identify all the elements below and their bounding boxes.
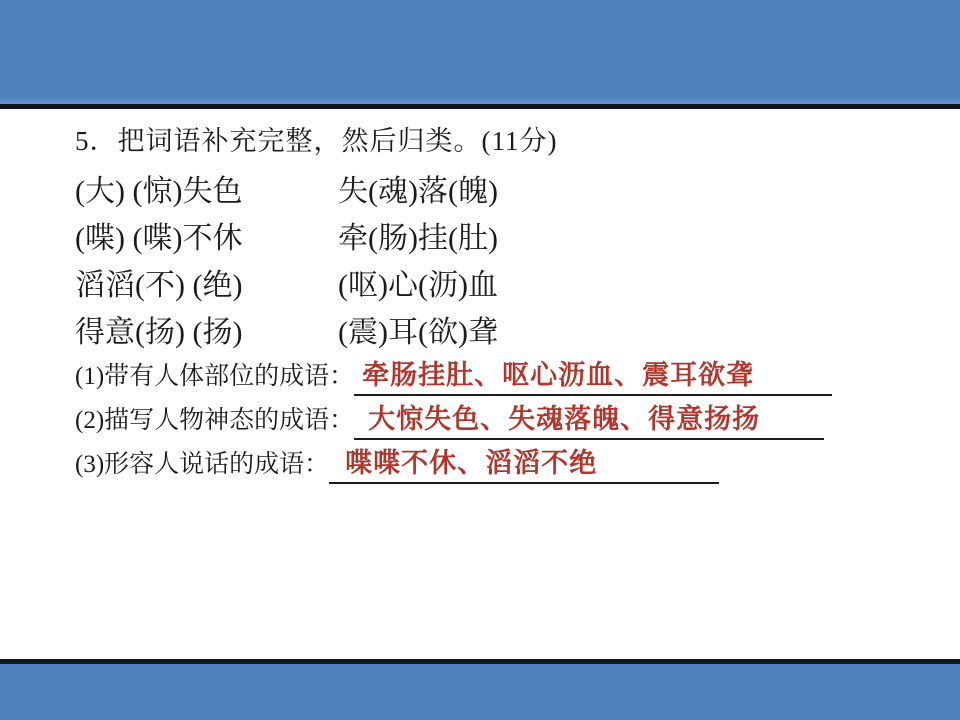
question-title: 5．把词语补充完整，然后归类。(11分) [75, 126, 558, 156]
answer-row-speaking [75, 440, 920, 484]
idiom-left: 滔滔(不) (绝) [75, 268, 243, 302]
answer-text: 牵肠挂肚、呕心沥血、震耳欲聋 [362, 360, 755, 390]
answer-blank-line [354, 353, 832, 396]
idiom-right: 失(魂)落(魄) [338, 174, 498, 208]
answer-row-expressions [75, 396, 920, 440]
idiom-row [75, 258, 920, 305]
answer-label: (2)描写人物神态的成语： [75, 407, 355, 434]
answer-list [75, 352, 920, 484]
idiom-right: 牵(肠)挂(肚) [338, 221, 498, 255]
answer-text: 大惊失色、失魂落魄、得意扬扬 [368, 404, 761, 434]
idiom-right: (震)耳(欲)聋 [338, 315, 498, 349]
idiom-row [75, 305, 920, 352]
idiom-row [75, 211, 920, 258]
idiom-list [75, 164, 920, 352]
slide-content [75, 124, 920, 484]
bottom-banner-band [0, 659, 960, 720]
idiom-left: 得意(扬) (扬) [75, 315, 243, 349]
answer-text: 喋喋不休、滔滔不绝 [345, 448, 598, 478]
idiom-left: (大) (惊)失色 [75, 174, 243, 208]
idiom-left: (喋) (喋)不休 [75, 221, 243, 255]
idiom-row [75, 164, 920, 211]
answer-label: (1)带有人体部位的成语： [75, 363, 355, 390]
answer-blank-line [354, 397, 824, 440]
idiom-right: (呕)心(沥)血 [338, 268, 498, 302]
answer-blank-line [329, 441, 719, 484]
answer-label: (3)形容人说话的成语： [75, 451, 330, 478]
answer-row-body-parts [75, 352, 920, 396]
top-banner-band [0, 0, 960, 109]
